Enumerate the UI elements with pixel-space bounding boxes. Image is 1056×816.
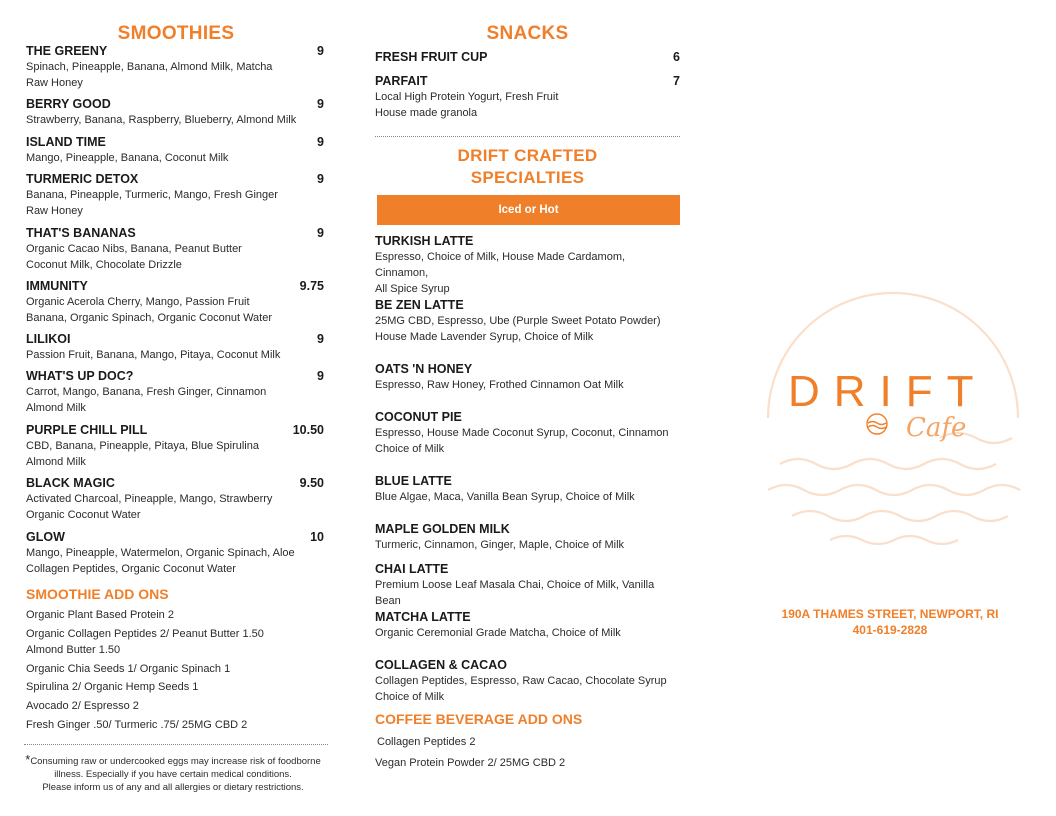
- item-description: Strawberry, Banana, Raspberry, Blueberry, Almond Milk: [26, 114, 297, 126]
- item-price: 7: [673, 74, 680, 88]
- coffee-addons-title: COFFEE BEVERAGE ADD ONS: [375, 711, 583, 727]
- item-name: PURPLE CHILL PILL: [26, 423, 148, 437]
- item-description: Choice of Milk: [375, 443, 445, 455]
- item-name: PARFAIT: [375, 74, 428, 88]
- item-description: All Spice Syrup: [375, 283, 450, 295]
- item-price: 9: [317, 135, 324, 149]
- menu-item: [375, 658, 680, 705]
- item-price: 9.50: [299, 476, 324, 490]
- addon-line: Avocado 2/ Espresso 2: [26, 700, 139, 712]
- item-name: THE GREENY: [26, 44, 108, 58]
- item-name: BLACK MAGIC: [26, 476, 115, 490]
- menu-item: [26, 476, 324, 523]
- item-name: TURMERIC DETOX: [26, 172, 139, 186]
- menu-item: [26, 530, 324, 577]
- menu-item-header: [26, 369, 324, 384]
- menu-item: [26, 44, 324, 91]
- item-description: Spinach, Pineapple, Banana, Almond Milk, Matcha: [26, 61, 273, 73]
- item-description: Collagen Peptides, Espresso, Raw Cacao, Chocolate Syrup: [375, 675, 667, 687]
- menu-item: [26, 369, 324, 416]
- menu-item: [375, 362, 680, 393]
- logo-circle-waves-icon: [768, 293, 1020, 544]
- menu-item-header: [26, 44, 324, 59]
- address-street: 190A THAMES STREET, NEWPORT, RI: [781, 607, 999, 621]
- item-description: Local High Protein Yogurt, Fresh Fruit: [375, 91, 559, 103]
- item-description: CBD, Banana, Pineapple, Pitaya, Blue Spirulina: [26, 440, 259, 452]
- item-description: Activated Charcoal, Pineapple, Mango, Strawberry: [26, 493, 273, 505]
- menu-item-header: [26, 226, 324, 241]
- menu-item-header: [375, 50, 680, 65]
- item-price: 10: [310, 530, 324, 544]
- menu-item-header: [26, 279, 324, 294]
- item-price: 9.75: [299, 279, 324, 293]
- menu-item: [26, 226, 324, 273]
- menu-item: [375, 410, 680, 457]
- item-name: BLUE LATTE: [375, 474, 452, 488]
- menu-item: [375, 610, 680, 641]
- menu-item-header: [26, 530, 324, 545]
- addon-line: Fresh Ginger .50/ Turmeric .75/ 25MG CBD 2: [26, 719, 248, 731]
- item-name: MATCHA LATTE: [375, 610, 471, 624]
- item-price: 9: [317, 332, 324, 346]
- item-name: GLOW: [26, 530, 65, 544]
- item-description: Carrot, Mango, Banana, Fresh Ginger, Cinnamon: [26, 386, 267, 398]
- addon-line: Spirulina 2/ Organic Hemp Seeds 1: [26, 681, 199, 693]
- allergy-footnote: [18, 753, 328, 794]
- item-name: FRESH FRUIT CUP: [375, 50, 488, 64]
- specialties-title: [375, 145, 680, 189]
- item-price: 9: [317, 97, 324, 111]
- specialties-title-line-2: SPECIALTIES: [470, 168, 585, 187]
- menu-item: [375, 522, 680, 553]
- item-description: Mango, Pineapple, Banana, Coconut Milk: [26, 152, 229, 164]
- item-description: House made granola: [375, 107, 478, 119]
- item-description: Almond Milk: [26, 402, 86, 414]
- item-description: Banana, Pineapple, Turmeric, Mango, Fresh Ginger: [26, 189, 278, 201]
- menu-item: [375, 562, 680, 609]
- addon-line: Organic Collagen Peptides 2/ Peanut Butter 1.50: [26, 628, 264, 640]
- menu-item: [26, 423, 324, 470]
- item-description: Coconut Milk, Chocolate Drizzle: [26, 259, 182, 271]
- iced-or-hot-band: Iced or Hot: [377, 195, 680, 225]
- footnote-line-1: Consuming raw or undercooked eggs may increase risk of foodborne: [30, 756, 321, 767]
- item-description: Almond Milk: [26, 456, 86, 468]
- menu-item-header: [26, 172, 324, 187]
- menu-item: [26, 135, 324, 166]
- item-name: BE ZEN LATTE: [375, 298, 464, 312]
- item-description: Espresso, Choice of Milk, House Made Cardamom, Cinnamon,: [375, 251, 626, 279]
- menu-item: [375, 74, 680, 121]
- footnote-star: *: [25, 752, 31, 767]
- coffee-addon-line: Collagen Peptides 2: [377, 736, 476, 748]
- item-description: Organic Ceremonial Grade Matcha, Choice of Milk: [375, 627, 621, 639]
- drift-cafe-logo: [740, 268, 1040, 568]
- item-name: ISLAND TIME: [26, 135, 106, 149]
- item-name: COCONUT PIE: [375, 410, 462, 424]
- item-name: MAPLE GOLDEN MILK: [375, 522, 510, 536]
- item-description: Organic Coconut Water: [26, 509, 141, 521]
- item-description: Premium Loose Leaf Masala Chai, Choice of Milk, Vanilla Bean: [375, 579, 655, 607]
- item-description: Organic Acerola Cherry, Mango, Passion Fruit: [26, 296, 250, 308]
- item-description: Choice of Milk: [375, 691, 445, 703]
- item-description: Espresso, House Made Coconut Syrup, Coconut, Cinnamon: [375, 427, 669, 439]
- item-description: Mango, Pineapple, Watermelon, Organic Spinach, Aloe: [26, 547, 295, 559]
- item-description: Banana, Organic Spinach, Organic Coconut Water: [26, 312, 273, 324]
- addon-line: Almond Butter 1.50: [26, 644, 121, 656]
- item-description: House Made Lavender Syrup, Choice of Milk: [375, 331, 594, 343]
- footnote-line-3: Please inform us of any and all allergies or dietary restrictions.: [42, 782, 304, 793]
- menu-item-header: [26, 135, 324, 150]
- divider: [375, 136, 680, 137]
- menu-item-header: [26, 423, 324, 438]
- menu-item: [26, 332, 324, 363]
- snacks-title: SNACKS: [486, 23, 569, 44]
- divider: [24, 744, 328, 745]
- menu-item: [375, 474, 680, 505]
- menu-item: [375, 50, 680, 65]
- addon-line: Organic Chia Seeds 1/ Organic Spinach 1: [26, 663, 231, 675]
- menu-item: [375, 234, 680, 297]
- item-name: IMMUNITY: [26, 279, 88, 293]
- address: [740, 606, 1040, 638]
- item-name: THAT'S BANANAS: [26, 226, 136, 240]
- item-price: 9: [317, 226, 324, 240]
- specialties-title-line-1: DRIFT CRAFTED: [457, 146, 598, 165]
- item-name: WHAT'S UP DOC?: [26, 369, 134, 383]
- item-price: 10.50: [292, 423, 324, 437]
- menu-item: [26, 172, 324, 219]
- menu-item-header: [375, 74, 680, 89]
- coffee-addon-line: Vegan Protein Powder 2/ 25MG CBD 2: [375, 757, 566, 769]
- menu-item-header: [26, 97, 324, 112]
- logo-wave-badge-icon: [867, 414, 887, 434]
- footnote-line-2: illness. Especially if you have certain medical conditions.: [54, 769, 292, 780]
- item-description: Raw Honey: [26, 77, 83, 89]
- item-name: OATS 'N HONEY: [375, 362, 473, 376]
- item-description: Blue Algae, Maca, Vanilla Bean Syrup, Choice of Milk: [375, 491, 635, 503]
- smoothie-addons-title: SMOOTHIE ADD ONS: [26, 586, 169, 602]
- item-price: 9: [317, 172, 324, 186]
- item-description: Espresso, Raw Honey, Frothed Cinnamon Oat Milk: [375, 379, 624, 391]
- logo-word: DRIFT: [788, 367, 988, 416]
- logo-script: Cafe: [906, 413, 967, 443]
- item-name: CHAI LATTE: [375, 562, 449, 576]
- menu-item-header: [26, 476, 324, 491]
- menu-item: [26, 97, 324, 128]
- item-description: Collagen Peptides, Organic Coconut Water: [26, 563, 236, 575]
- item-price: 9: [317, 369, 324, 383]
- item-description: Raw Honey: [26, 205, 83, 217]
- item-name: BERRY GOOD: [26, 97, 111, 111]
- menu-item: [375, 298, 680, 345]
- item-description: Passion Fruit, Banana, Mango, Pitaya, Coconut Milk: [26, 349, 281, 361]
- item-price: 9: [317, 44, 324, 58]
- item-description: Turmeric, Cinnamon, Ginger, Maple, Choice of Milk: [375, 539, 625, 551]
- menu-item: [26, 279, 324, 326]
- item-name: TURKISH LATTE: [375, 234, 474, 248]
- item-price: 6: [673, 50, 680, 64]
- smoothies-title: SMOOTHIES: [117, 23, 235, 44]
- item-description: Organic Cacao Nibs, Banana, Peanut Butter: [26, 243, 242, 255]
- addon-line: Organic Plant Based Protein 2: [26, 609, 174, 621]
- menu-item-header: [26, 332, 324, 347]
- item-description: 25MG CBD, Espresso, Ube (Purple Sweet Potato Powder): [375, 315, 661, 327]
- item-name: LILIKOI: [26, 332, 71, 346]
- item-name: COLLAGEN & CACAO: [375, 658, 507, 672]
- address-phone: 401-619-2828: [852, 623, 928, 637]
